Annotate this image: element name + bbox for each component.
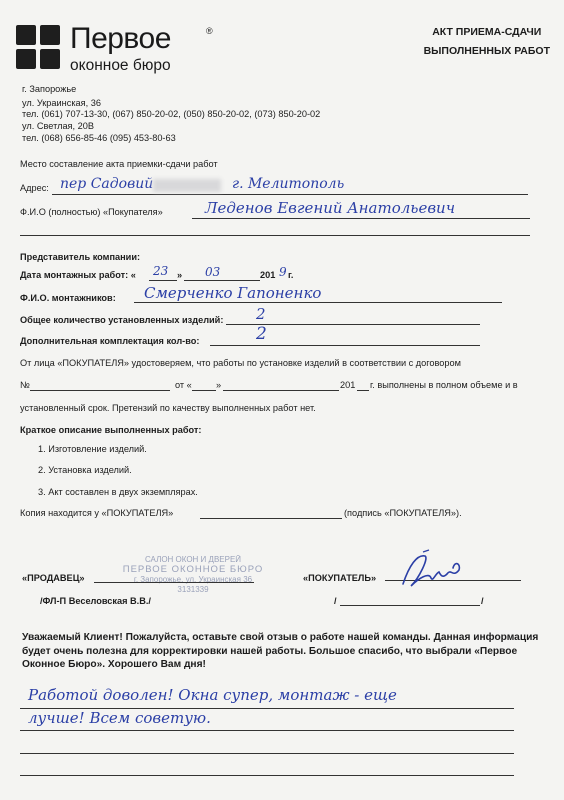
handwritten-total-items: 2: [256, 305, 266, 323]
installers-label: Ф.И.О. монтажников:: [20, 293, 116, 303]
customer-fio-label: Ф.И.О (полностью) «Покупателя»: [20, 207, 163, 217]
logo-title: Первое: [70, 22, 171, 55]
handwritten-extra-items: 2: [256, 324, 267, 344]
buyer-label: «ПОКУПАТЕЛЬ»: [303, 573, 377, 583]
date-month-line: [184, 280, 260, 281]
contract-month-line: [223, 390, 339, 391]
extra-items-label: Дополнительная комплектация кол-во:: [20, 336, 200, 346]
statement-line-2: г. выполнены в полном объеме и в: [370, 380, 518, 390]
company-rep-label: Представитель компании:: [20, 252, 141, 262]
install-date-label: Дата монтажных работ: «: [20, 270, 136, 280]
review-line-4: [20, 775, 514, 776]
date-year-prefix: 201: [260, 270, 276, 280]
review-line-2: [20, 730, 514, 731]
statement-line-3: установленный срок. Претензий по качеству выполненных работ нет.: [20, 403, 316, 413]
logo-registered-mark: ®: [206, 26, 213, 36]
installers-line: [134, 302, 502, 303]
company-stamp: [108, 555, 278, 599]
handwritten-address-street: пер Садовий: [60, 176, 154, 192]
copy-prefix-text: Копия находится у «ПОКУПАТЕЛЯ»: [20, 508, 174, 518]
summary-label: Краткое описание выполненных работ:: [20, 425, 202, 435]
contact-address-1: ул. Украинская, 36: [22, 98, 101, 108]
buyer-name-line: [340, 605, 480, 606]
contact-phone-1: тел. (061) 707-13-30, (067) 850-20-02, (050) 850-20-02, (073) 850-20-02: [22, 109, 321, 119]
contact-phone-2: тел. (068) 656-85-46 (095) 453-80-63: [22, 133, 176, 143]
handwritten-review-1: Работой доволен! Окна супер, монтаж - еще: [28, 686, 397, 704]
date-year-suffix: г.: [288, 270, 294, 280]
handwritten-year-digit: 9: [279, 265, 287, 279]
customer-fio-line: [192, 218, 530, 219]
seller-name: /ФЛ-П Веселовская В.В./: [40, 596, 151, 606]
place-label: Место составление акта приемки-сдачи работ: [20, 159, 218, 169]
contract-year-prefix: 201: [340, 380, 356, 390]
buyer-name-slash-open: /: [334, 596, 337, 606]
contract-number-line: [30, 390, 170, 391]
buyer-signature: [395, 548, 475, 593]
logo-mark: [16, 25, 60, 69]
handwritten-customer-name: Леденов Евгений Анатольевич: [205, 199, 456, 217]
act-title-line1: АКТ ПРИЕМА-СДАЧИ: [432, 26, 542, 38]
handwritten-month: 03: [205, 265, 221, 279]
contract-day-line: [192, 390, 216, 391]
contract-close-quote: »: [216, 380, 222, 390]
review-line-3: [20, 753, 514, 754]
extra-items-line: [210, 345, 480, 346]
logo-subtitle: оконное бюро: [70, 57, 171, 74]
seller-signature-line: [94, 582, 254, 583]
stamp-line-1: САЛОН ОКОН И ДВЕРЕЙ: [144, 555, 242, 564]
feedback-message: Уважаемый Клиент! Пожалуйста, оставьте свой отзыв о работе нашей команды. Данная информация будет очень полезна для корректировки нашей работы. Большое спасибо, что выбрали «Первое Оконное Бюро». Хорошего Вам дня!: [22, 632, 539, 670]
customer-fio-line-2: [20, 235, 530, 236]
date-day-line: [149, 280, 177, 281]
date-quote: »: [177, 270, 183, 280]
stamp-line-4: 3131339: [177, 585, 209, 594]
summary-item-2: 2. Установка изделий.: [38, 465, 132, 475]
seller-label: «ПРОДАВЕЦ»: [22, 573, 85, 583]
copy-suffix: (подпись «ПОКУПАТЕЛЯ»).: [344, 508, 462, 518]
address-label: Адрес:: [20, 183, 49, 193]
handwritten-installers: Смерченко Гапоненко: [144, 284, 322, 302]
summary-item-1: 1. Изготовление изделий.: [38, 444, 147, 454]
act-title-line2: ВЫПОЛНЕННЫХ РАБОТ: [423, 45, 550, 57]
contact-city: г. Запорожье: [22, 84, 77, 94]
contract-from-label: от «: [175, 380, 192, 390]
contract-number-label: №: [20, 380, 30, 390]
address-line: [52, 194, 528, 195]
contract-year-line: [357, 390, 369, 391]
buyer-name-slash-close: /: [481, 596, 484, 606]
copy-prefix: [20, 508, 173, 518]
handwritten-address-city: г. Мелитополь: [232, 176, 345, 192]
total-items-label: Общее количество установленных изделий:: [20, 315, 224, 325]
stamp-line-3: г. Запорожье, ул. Украинская 36: [133, 575, 253, 584]
copy-signature-line: [200, 518, 342, 519]
handwritten-day: 23: [153, 264, 169, 278]
act-title: [424, 23, 550, 61]
statement-line-1: От лица «ПОКУПАТЕЛЯ» удостоверяем, что работы по установке изделий в соответствии с договором: [20, 358, 461, 368]
handwritten-review-2: лучше! Всем советую.: [28, 709, 211, 727]
summary-item-3: 3. Акт составлен в двух экземплярах.: [38, 487, 198, 497]
redaction-blur: [153, 179, 221, 192]
contact-address-2: ул. Светлая, 20В: [22, 121, 94, 131]
stamp-line-2: ПЕРВОЕ ОКОННОЕ БЮРО: [122, 564, 264, 575]
